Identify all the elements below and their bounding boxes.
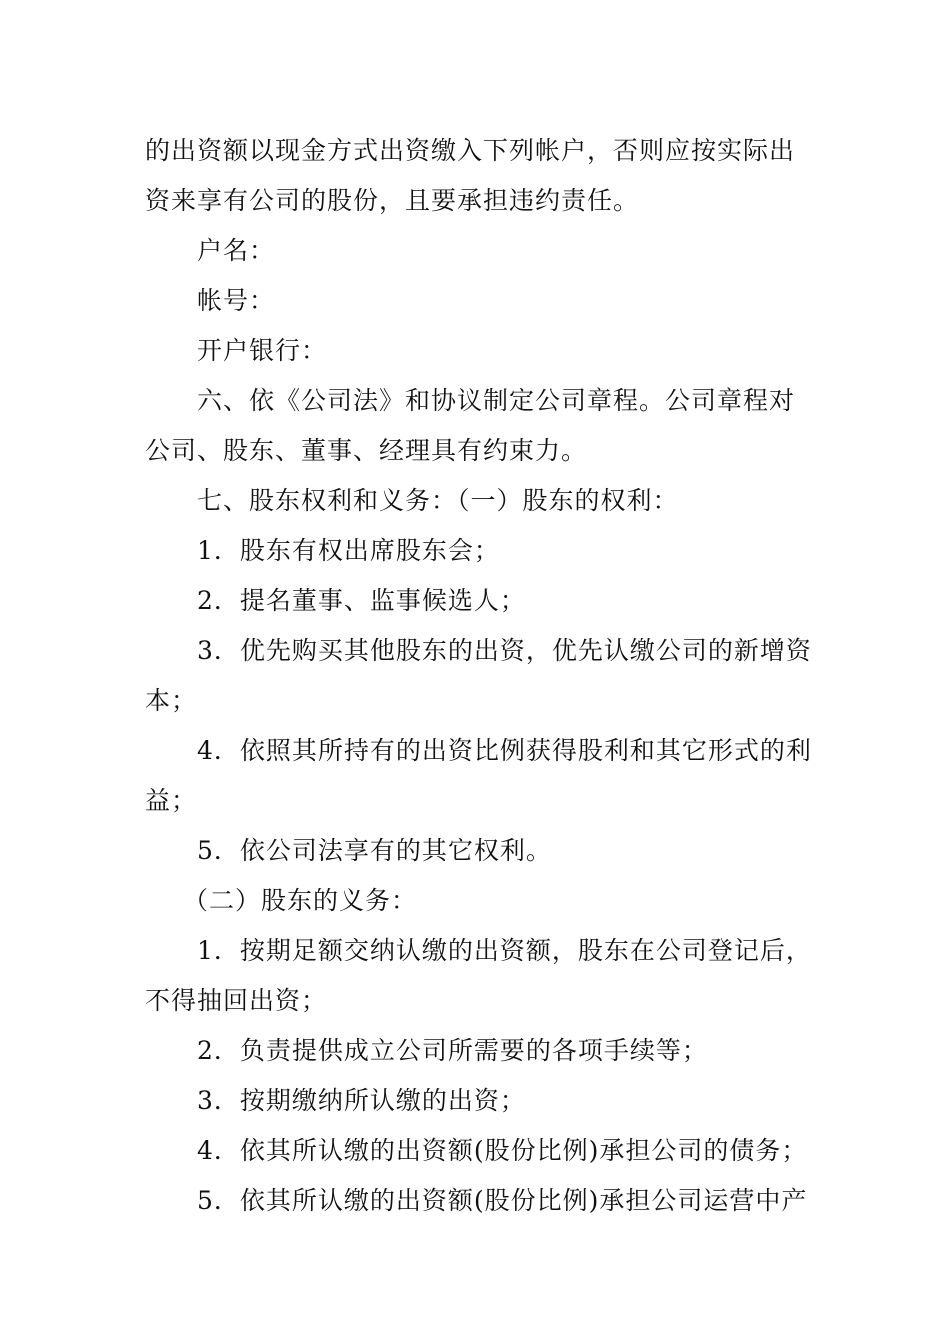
document-body [145, 126, 813, 1226]
list-item-right-3: 3．优先购买其他股东的出资，优先认缴公司的新增资本； [145, 636, 812, 715]
paragraph-continuation: 的出资额以现金方式出资缴入下列帐户，否则应按实际出资来享有公司的股份，且要承担违约责任。 [145, 136, 796, 215]
section-heading-obligations: （二）股东的义务： [183, 886, 418, 915]
list-item-right-5: 5．依公司法享有的其它权利。 [197, 836, 552, 865]
paragraph-article-six: 六、依《公司法》和协议制定公司章程。公司章程对公司、股东、董事、经理具有约束力。 [145, 386, 796, 465]
paragraph-article-seven: 七、股东权利和义务：（一）股东的权利： [197, 486, 679, 515]
list-item-right-2: 2．提名董事、监事候选人； [197, 586, 526, 615]
list-item-obligation-2: 2．负责提供成立公司所需要的各项手续等； [197, 1036, 708, 1065]
paragraph-account-number: 帐号： [197, 286, 276, 315]
list-item-obligation-4: 4．依其所认缴的出资额(股份比例)承担公司的债务； [197, 1136, 808, 1165]
list-item-obligation-5: 5．依其所认缴的出资额(股份比例)承担公司运营中产 [197, 1186, 808, 1215]
list-item-right-1: 1．股东有权出席股东会； [197, 536, 500, 565]
list-item-right-4: 4．依照其所持有的出资比例获得股利和其它形式的利益； [145, 736, 812, 815]
list-item-obligation-1: 1．按期足额交纳认缴的出资额，股东在公司登记后，不得抽回出资； [145, 936, 812, 1015]
list-item-obligation-3: 3．按期缴纳所认缴的出资； [197, 1086, 526, 1115]
paragraph-bank: 开户银行： [197, 336, 328, 365]
paragraph-account-name: 户名： [197, 236, 276, 265]
